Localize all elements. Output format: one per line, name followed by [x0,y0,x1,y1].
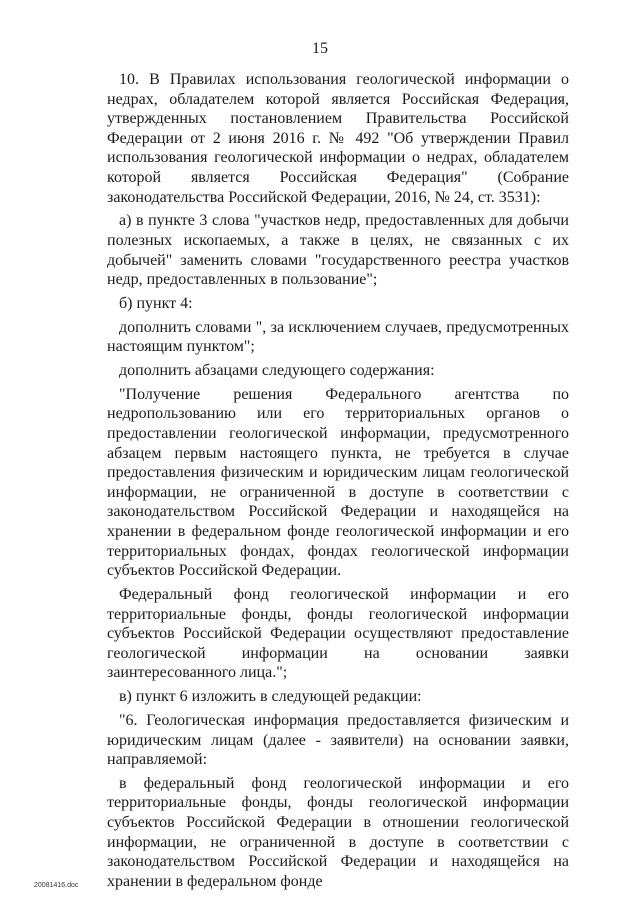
paragraph-b-add-abzats: дополнить абзацами следующего содержания: [119,362,435,380]
paragraph-quote-1: "Получение решения Федерального агентства по недропользованию или его территориальных органов о предоставлении геологической информации, предусмотренного абзацем первым настоящего пункта, не требуется в случае предоставления физическим и юридическим лицам геологической информации, не ограниченной в доступе в соответствии с законодательством Российской Федерации и находящейся на хранении в федеральном фонде геологической информации и его территориальных фондах, фондах геологической информации субъектов Российской Федерации. [107,385,569,580]
page-number: 15 [312,40,328,57]
paragraph-v: в) пункт 6 изложить в следующей редакции: [119,688,422,706]
paragraph-b: б) пункт 4: [119,294,193,312]
paragraph-quote-2: Федеральный фонд геологической информации и его территориальные фонды, фонды геологической информации субъектов Российской Федерации осуществляют предоставление геологической информации на основании заявки заинтересованного лица."; [107,585,569,682]
paragraph-6: "6. Геологическая информация предоставляется физическим и юридическим лицам (далее - заявители) на основании заявки, направляемой: [107,711,569,769]
footer-doc-code: 20081416.doc [34,882,79,889]
paragraph-b-add-words: дополнить словами ", за исключением случаев, предусмотренных настоящим пунктом"; [107,318,569,356]
document-body [107,70,569,896]
paragraph-6-federal-fund: в федеральный фонд геологической информации и его территориальные фонды, фонды геологической информации субъектов Российской Федерации в отношении геологической информации, не ограниченной в доступе в соответствии с законодательством Российской Федерации и находящейся на хранении в федеральном фонде [107,774,569,890]
scan-dot [193,832,194,833]
paragraph-a: а) в пункте 3 слова "участков недр, предоставленных для добычи полезных ископаемых, а также в целях, не связанных с их добычей" заменить словами "государственного реестра участков недр, предоставленных в пользование"; [107,212,569,289]
paragraph-10-intro: 10. В Правилах использования геологической информации о недрах, обладателем которой является Российская Федерация, утвержденных постановлением Правительства Российской Федерации от 2 июня 2016 г. № 492 "Об утверждении Правил использования геологической информации о недрах, обладателем которой является Российская Федерация" (Собрание законодательства Российской Федерации, 2016, № 24, ст. 3531): [107,71,569,206]
